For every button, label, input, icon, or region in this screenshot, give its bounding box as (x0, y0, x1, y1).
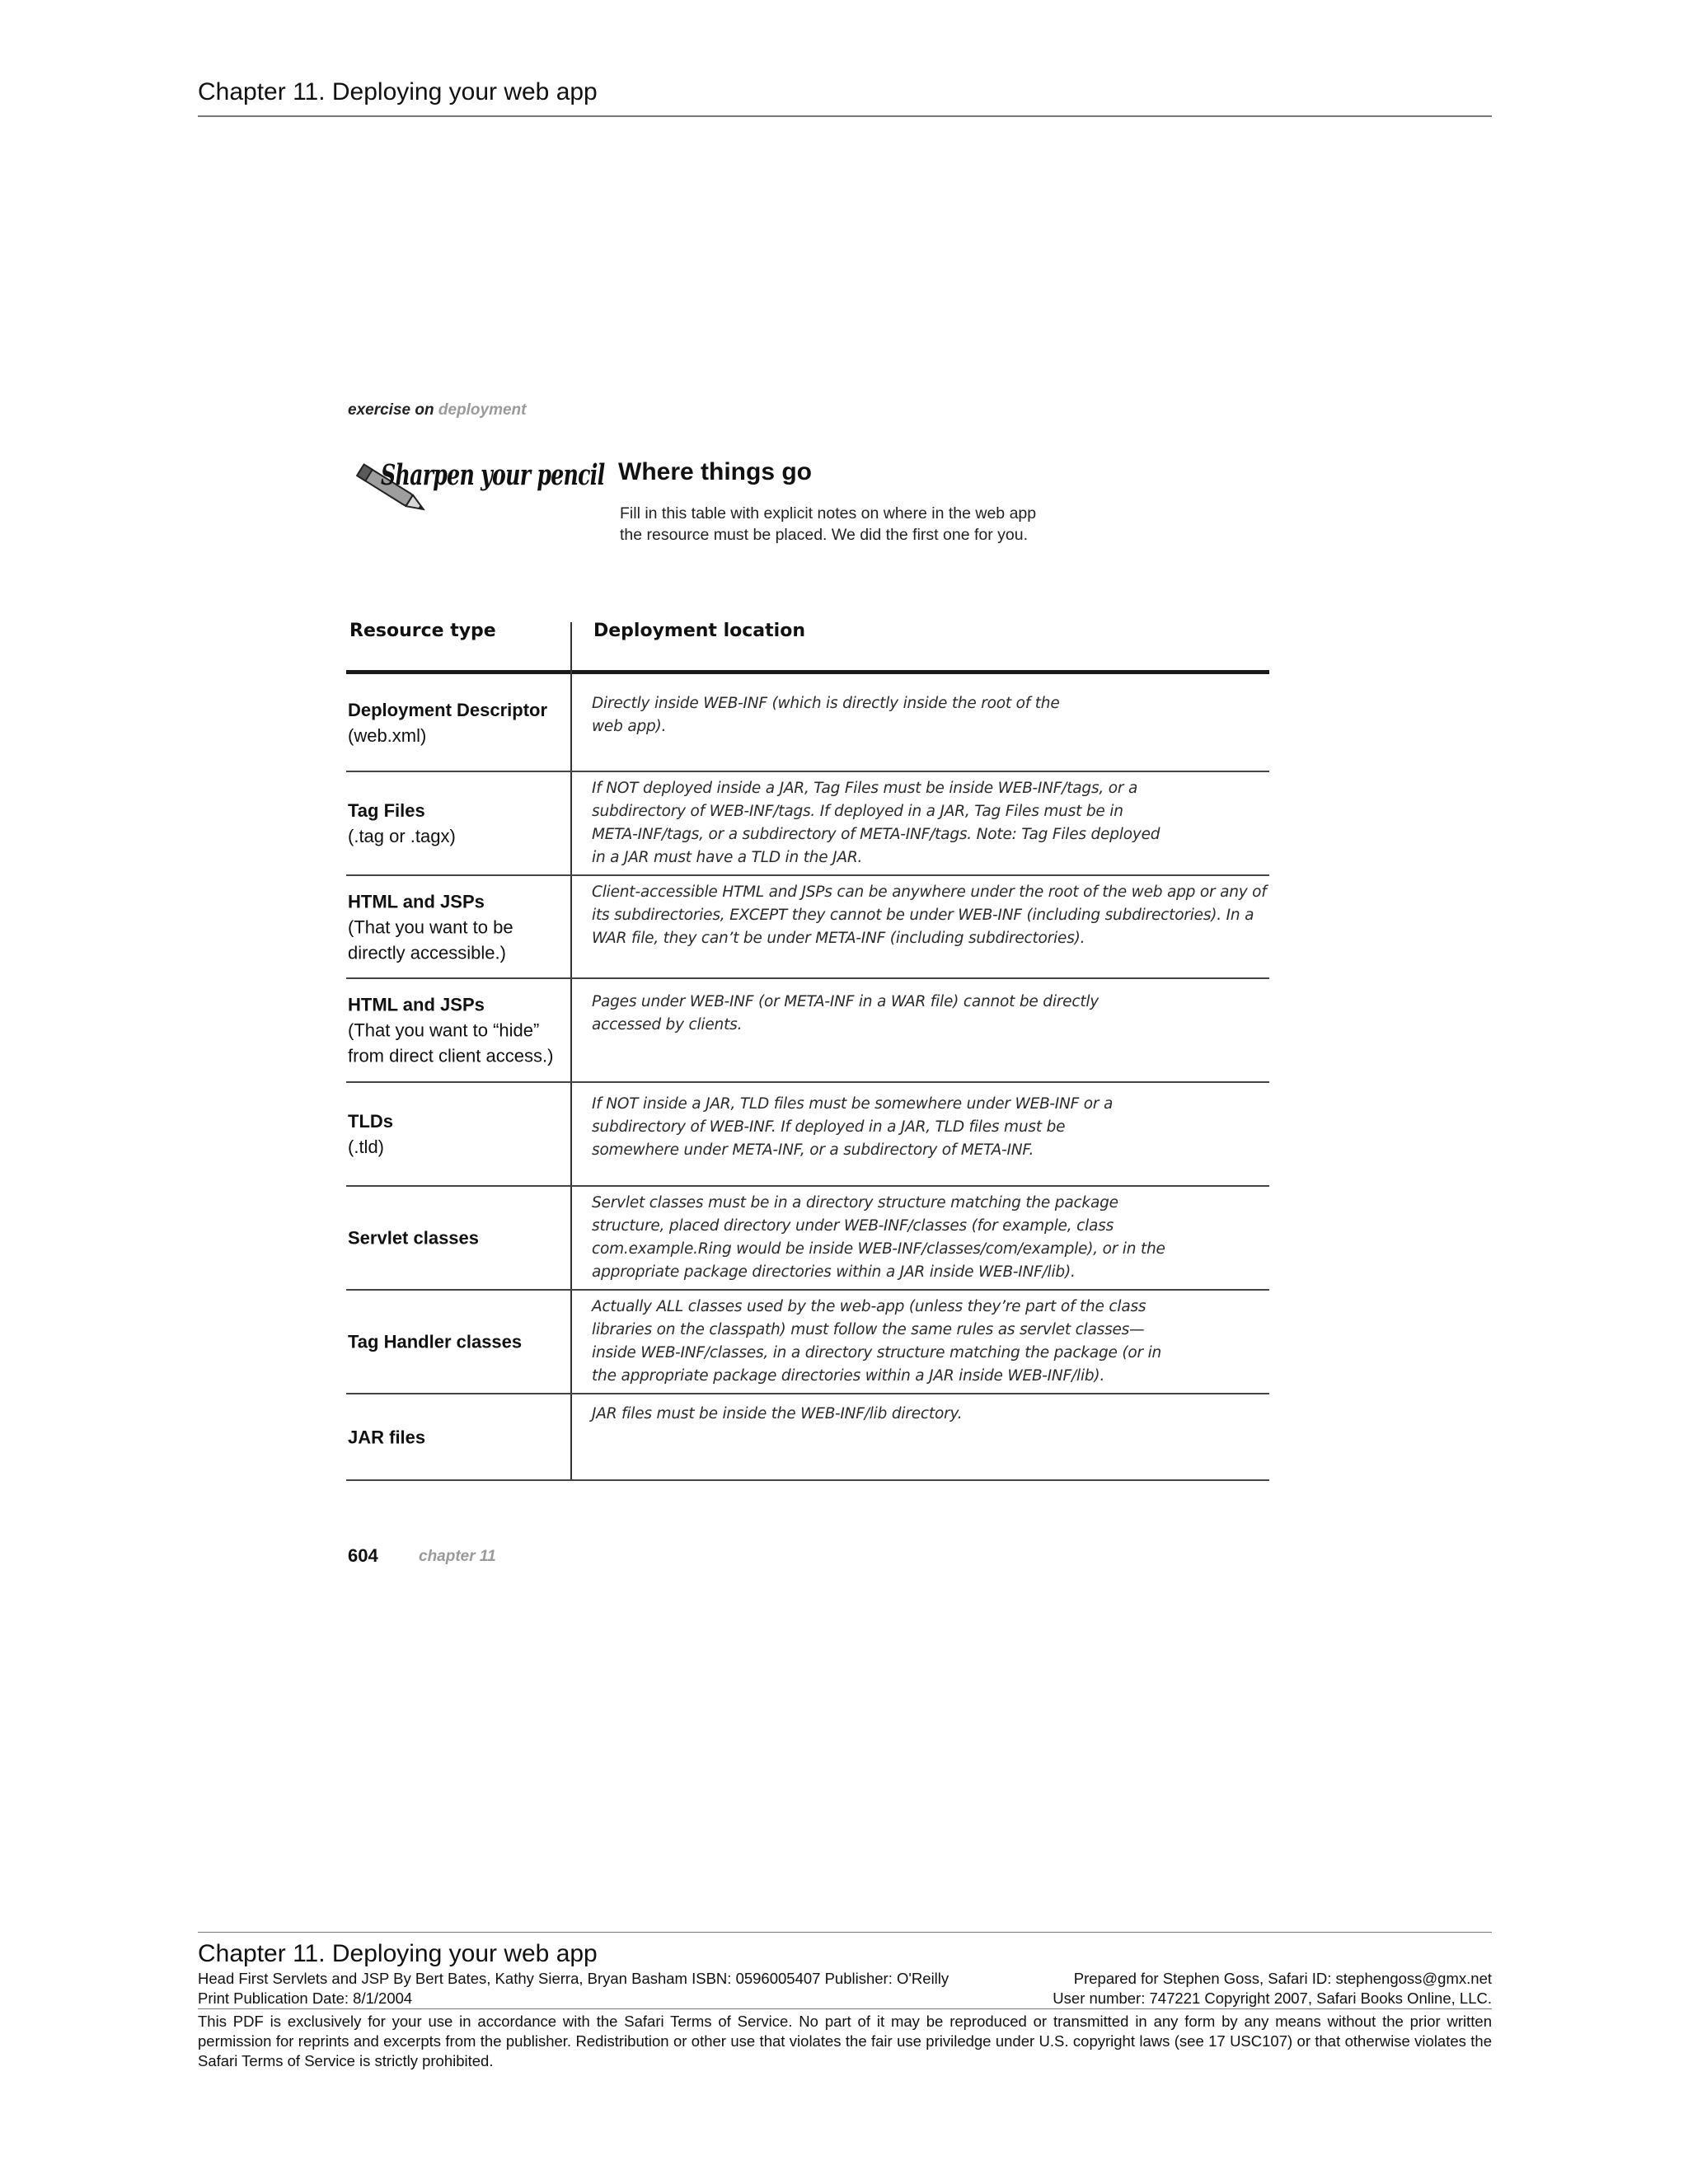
deployment-location: If NOT inside a JAR, TLD files must be somewhere under WEB-INF or a subdirectory of WEB-INF. If deployed in a JAR, TLD files must be somewhere under META-INF, or a subdirectory of META-INF. (592, 1095, 1114, 1159)
header-rule (198, 115, 1492, 117)
table-row (346, 876, 1269, 979)
resource-type: HTML and JSPs (That you want to “hide” from direct client access.) (348, 994, 554, 1066)
footer-legal-notice: This PDF is exclusively for your use in accordance with the Safari Terms of Service. No part of it may be reproduced or transmitted in any form by any means without the prior written permission for reprints and excerpts from the publisher. Redistribution or other use that violates the fair use priviledge under U.S. copyright laws (see 17 USC107) or that otherwise violates the Safari Terms of Service is strictly prohibited. (198, 2013, 1492, 2069)
resource-type: Tag Files (.tag or .tagx) (348, 800, 456, 846)
resource-type: Deployment Descriptor (web.xml) (348, 699, 548, 746)
footer-copyright: User number: 747221 Copyright 2007, Safari Books Online, LLC. (1053, 1990, 1492, 2007)
table-row (346, 1394, 1269, 1481)
exercise-title: Where things go (618, 458, 812, 485)
page-number: 604 (348, 1545, 378, 1566)
column-header-deployment-location: Deployment location (593, 621, 805, 641)
resource-type: TLDs (.tld) (348, 1111, 393, 1157)
deployment-location: Servlet classes must be in a directory structure matching the package structure, placed directory under WEB-INF/classes (for example, class com.example.Ring would be inside WEB-INF/classes/com/example), or in the appropriate package directories within a JAR inside WEB-INF/lib). (592, 1194, 1165, 1281)
table-row (346, 1083, 1269, 1187)
deployment-location: Client-accessible HTML and JSPs can be anywhere under the root of the web app or any of its subdirectories, EXCEPT they cannot be under WEB-INF (including subdirectories). In a WAR file, they can’t be under META-INF (including subdirectories). (592, 883, 1267, 947)
intro-line-2: the resource must be placed. We did the first one for you. (620, 526, 1028, 544)
table-row (346, 1291, 1269, 1394)
deployment-location: Directly inside WEB-INF (which is directly inside the root of the web app). (592, 695, 1060, 735)
chapter-tag: chapter 11 (419, 1548, 496, 1565)
deployment-location: JAR files must be inside the WEB-INF/lib directory. (592, 1405, 963, 1422)
deployment-table (346, 614, 1269, 1481)
exercise-intro (620, 503, 1081, 546)
intro-line-1: Fill in this table with explicit notes on where in the web app (620, 504, 1037, 523)
resource-type: Servlet classes (348, 1227, 480, 1249)
sharpen-pencil-badge: Sharpen your pencil (381, 458, 605, 492)
table-row (346, 1187, 1269, 1291)
section-tag-prefix: exercise on (348, 401, 434, 419)
resource-type: JAR files (348, 1427, 426, 1447)
running-header: Chapter 11. Deploying your web app (198, 78, 598, 105)
section-tag (348, 401, 526, 419)
footer-rule (198, 1932, 1492, 1933)
footer-publication-info (198, 1990, 1492, 2008)
table-row (346, 979, 1269, 1083)
footer-chapter-title: Chapter 11. Deploying your web app (198, 1940, 598, 1967)
footer-publication-date: Print Publication Date: 8/1/2004 (198, 1990, 413, 2007)
table-row (346, 674, 1269, 772)
column-header-resource-type: Resource type (349, 621, 496, 641)
deployment-location: Pages under WEB-INF (or META-INF in a WAR file) cannot be directly accessed by clients. (592, 993, 1100, 1033)
footer-rule (198, 2008, 1492, 2009)
section-tag-accent: deployment (438, 401, 527, 419)
resource-type: Tag Handler classes (348, 1331, 523, 1352)
footer-prepared-for: Prepared for Stephen Goss, Safari ID: stephengoss@gmx.net (1073, 1970, 1492, 1987)
deployment-location: Actually ALL classes used by the web-app (unless they’re part of the class libraries on the classpath) must follow the same rules as servlet classes—inside WEB-INF/classes, in a directory structure matching the package (or in the appropriate package directories within a JAR inside WEB-INF/lib). (592, 1298, 1162, 1385)
deployment-location: If NOT deployed inside a JAR, Tag Files must be inside WEB-INF/tags, or a subdirectory of WEB-INF/tags. If deployed in a JAR, Tag Files must be in META-INF/tags, or a subdirectory of META-INF/tags. Note: Tag Files deployed in a JAR must have a TLD in the JAR. (592, 780, 1160, 866)
table-row (346, 772, 1269, 876)
footer-book-info (198, 1970, 1492, 1988)
footer-book-details: Head First Servlets and JSP By Bert Bates, Kathy Sierra, Bryan Basham ISBN: 0596005407 Publisher: O'Reilly (198, 1970, 950, 1987)
resource-type: HTML and JSPs (That you want to be directly accessible.) (348, 891, 513, 963)
